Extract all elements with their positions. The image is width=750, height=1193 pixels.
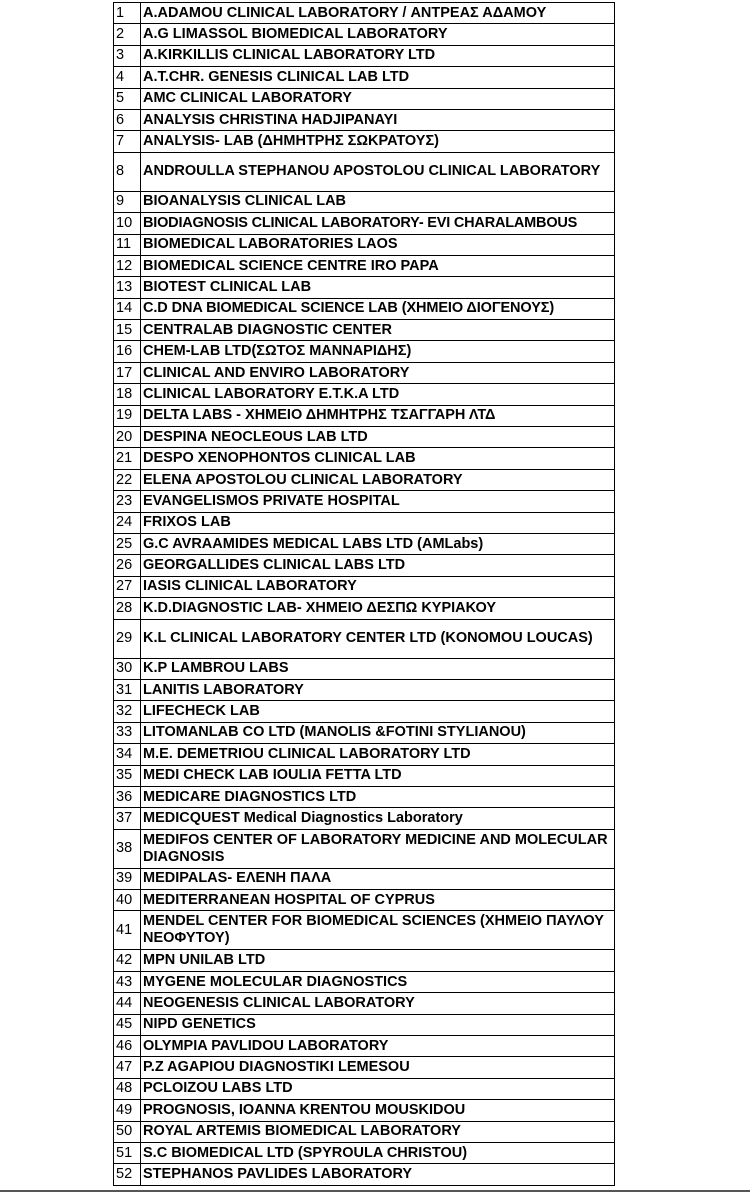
- table-row: [114, 533, 615, 554]
- row-number: 14: [114, 298, 141, 319]
- laboratory-name: K.L CLINICAL LABORATORY CENTER LTD (KONOMOU LOUCAS): [141, 619, 615, 658]
- row-number: 20: [114, 427, 141, 448]
- row-number: 16: [114, 341, 141, 362]
- row-number: 4: [114, 67, 141, 88]
- row-number: 22: [114, 469, 141, 490]
- table-row: [114, 658, 615, 679]
- table-row: [114, 808, 615, 829]
- laboratory-name: CENTRALAB DIAGNOSTIC CENTER: [141, 320, 615, 341]
- laboratory-name: MPN UNILAB LTD: [141, 950, 615, 971]
- table-row: [114, 384, 615, 405]
- row-number: 44: [114, 993, 141, 1014]
- laboratory-name: LIFECHECK LAB: [141, 701, 615, 722]
- row-number: 52: [114, 1164, 141, 1185]
- row-number: 25: [114, 533, 141, 554]
- laboratory-name: A.G LIMASSOL BIOMEDICAL LABORATORY: [141, 24, 615, 45]
- table-row: [114, 1121, 615, 1142]
- table-row: [114, 213, 615, 234]
- laboratory-name: K.D.DIAGNOSTIC LAB- ΧΗΜΕΙΟ ΔΕΣΠΩ ΚΥΡΙΑΚΟΥ: [141, 598, 615, 619]
- laboratory-name: OLYMPIA PAVLIDOU LABORATORY: [141, 1036, 615, 1057]
- laboratory-name: A.KIRKILLIS CLINICAL LABORATORY LTD: [141, 45, 615, 66]
- table-row: [114, 45, 615, 66]
- row-number: 49: [114, 1100, 141, 1121]
- laboratory-name: PCLOIZOU LABS LTD: [141, 1078, 615, 1099]
- table-row: [114, 3, 615, 24]
- laboratory-name: S.C BIOMEDICAL LTD (SPYROULA CHRISTOU): [141, 1142, 615, 1163]
- table-row: [114, 427, 615, 448]
- row-number: 43: [114, 971, 141, 992]
- laboratory-name: MEDIPALAS- ΕΛΕΝΗ ΠΑΛΑ: [141, 868, 615, 889]
- row-number: 3: [114, 45, 141, 66]
- table-row: [114, 67, 615, 88]
- table-row: [114, 598, 615, 619]
- table-row: [114, 765, 615, 786]
- row-number: 48: [114, 1078, 141, 1099]
- laboratory-name: PROGNOSIS, IOANNA KRENTOU MOUSKIDOU: [141, 1100, 615, 1121]
- table-row: [114, 576, 615, 597]
- table-row: [114, 701, 615, 722]
- row-number: 6: [114, 109, 141, 130]
- table-row: [114, 950, 615, 971]
- laboratory-name: ANALYSIS CHRISTINA HADJIPANAYI: [141, 109, 615, 130]
- row-number: 34: [114, 744, 141, 765]
- laboratory-name: BIOMEDICAL SCIENCE CENTRE IRO PAPA: [141, 255, 615, 276]
- laboratory-name: ANDROULLA STEPHANOU APOSTOLOU CLINICAL LABORATORY: [141, 152, 615, 191]
- row-number: 19: [114, 405, 141, 426]
- table-row: [114, 298, 615, 319]
- row-number: 11: [114, 234, 141, 255]
- laboratory-name: ROYAL ARTEMIS BIOMEDICAL LABORATORY: [141, 1121, 615, 1142]
- row-number: 26: [114, 555, 141, 576]
- laboratory-name: ELENA APOSTOLOU CLINICAL LABORATORY: [141, 469, 615, 490]
- laboratory-name: M.E. DEMETRIOU CLINICAL LABORATORY LTD: [141, 744, 615, 765]
- table-row: [114, 555, 615, 576]
- laboratory-name: BIOANALYSIS CLINICAL LAB: [141, 191, 615, 212]
- laboratory-name: DESPINA NEOCLEOUS LAB LTD: [141, 427, 615, 448]
- table-row: [114, 469, 615, 490]
- laboratory-name: BIOMEDICAL LABORATORIES LAOS: [141, 234, 615, 255]
- row-number: 21: [114, 448, 141, 469]
- table-row: [114, 1164, 615, 1185]
- row-number: 38: [114, 829, 141, 868]
- laboratory-list-table: [113, 2, 615, 1186]
- row-number: 33: [114, 722, 141, 743]
- table-row: [114, 744, 615, 765]
- page-bottom-edge: [0, 1190, 750, 1192]
- laboratory-name: MENDEL CENTER FOR BIOMEDICAL SCIENCES (ΧΗΜΕΙΟ ΠΑΥΛΟΥ ΝΕΟΦΥΤΟΥ): [141, 911, 615, 950]
- table-row: [114, 448, 615, 469]
- row-number: 29: [114, 619, 141, 658]
- row-number: 15: [114, 320, 141, 341]
- laboratory-name: BIODIAGNOSIS CLINICAL LABORATORY- EVI CHARALAMBOUS: [141, 213, 615, 234]
- table-row: [114, 131, 615, 152]
- laboratory-name: ANALYSIS- LAB (ΔΗΜΗΤΡΗΣ ΣΩΚΡΑΤΟΥΣ): [141, 131, 615, 152]
- row-number: 50: [114, 1121, 141, 1142]
- laboratory-name: G.C AVRAAMIDES MEDICAL LABS LTD (AMLabs): [141, 533, 615, 554]
- laboratory-name: A.T.CHR. GENESIS CLINICAL LAB LTD: [141, 67, 615, 88]
- laboratory-name: NIPD GENETICS: [141, 1014, 615, 1035]
- row-number: 40: [114, 890, 141, 911]
- row-number: 42: [114, 950, 141, 971]
- row-number: 37: [114, 808, 141, 829]
- table-row: [114, 24, 615, 45]
- row-number: 36: [114, 786, 141, 807]
- laboratory-name: MEDIFOS CENTER OF LABORATORY MEDICINE AND MOLECULAR DIAGNOSIS: [141, 829, 615, 868]
- table-row: [114, 109, 615, 130]
- table-row: [114, 491, 615, 512]
- row-number: 7: [114, 131, 141, 152]
- row-number: 46: [114, 1036, 141, 1057]
- laboratory-name: C.D DNA BIOMEDICAL SCIENCE LAB (ΧΗΜΕΙΟ ΔΙΟΓΕΝΟΥΣ): [141, 298, 615, 319]
- table-row: [114, 1036, 615, 1057]
- table-row: [114, 255, 615, 276]
- table-row: [114, 1014, 615, 1035]
- table-row: [114, 1142, 615, 1163]
- table-row: [114, 1057, 615, 1078]
- table-row: [114, 911, 615, 950]
- laboratory-name: FRIXOS LAB: [141, 512, 615, 533]
- laboratory-name: MEDITERRANEAN HOSPITAL OF CYPRUS: [141, 890, 615, 911]
- laboratory-name: K.P LAMBROU LABS: [141, 658, 615, 679]
- laboratory-name: BIOTEST CLINICAL LAB: [141, 277, 615, 298]
- row-number: 35: [114, 765, 141, 786]
- row-number: 2: [114, 24, 141, 45]
- table-row: [114, 890, 615, 911]
- laboratory-name: AMC CLINICAL LABORATORY: [141, 88, 615, 109]
- table-row: [114, 277, 615, 298]
- table-row: [114, 152, 615, 191]
- laboratory-name: MYGENE MOLECULAR DIAGNOSTICS: [141, 971, 615, 992]
- table-row: [114, 320, 615, 341]
- table-row: [114, 234, 615, 255]
- table-row: [114, 993, 615, 1014]
- row-number: 23: [114, 491, 141, 512]
- laboratory-name: CLINICAL LABORATORY E.T.K.A LTD: [141, 384, 615, 405]
- row-number: 47: [114, 1057, 141, 1078]
- row-number: 28: [114, 598, 141, 619]
- laboratory-name: CHEM-LAB LTD(ΣΩΤΟΣ ΜΑΝΝΑΡΙΔΗΣ): [141, 341, 615, 362]
- table-row: [114, 829, 615, 868]
- laboratory-name: NEOGENESIS CLINICAL LABORATORY: [141, 993, 615, 1014]
- table-row: [114, 722, 615, 743]
- table-row: [114, 362, 615, 383]
- table-row: [114, 512, 615, 533]
- laboratory-name: LANITIS LABORATORY: [141, 679, 615, 700]
- table-row: [114, 88, 615, 109]
- laboratory-name: CLINICAL AND ENVIRO LABORATORY: [141, 362, 615, 383]
- table-row: [114, 191, 615, 212]
- laboratory-name: MEDI CHECK LAB IOULIA FETTA LTD: [141, 765, 615, 786]
- table-row: [114, 1078, 615, 1099]
- table-row: [114, 1100, 615, 1121]
- row-number: 45: [114, 1014, 141, 1035]
- table-row: [114, 786, 615, 807]
- row-number: 31: [114, 679, 141, 700]
- laboratory-name: DESPO XENOPHONTOS CLINICAL LAB: [141, 448, 615, 469]
- laboratory-name: STEPHANOS PAVLIDES LABORATORY: [141, 1164, 615, 1185]
- table-row: [114, 341, 615, 362]
- laboratory-name: GEORGALLIDES CLINICAL LABS LTD: [141, 555, 615, 576]
- row-number: 1: [114, 3, 141, 24]
- table-row: [114, 971, 615, 992]
- row-number: 41: [114, 911, 141, 950]
- table-row: [114, 679, 615, 700]
- row-number: 17: [114, 362, 141, 383]
- row-number: 12: [114, 255, 141, 276]
- row-number: 39: [114, 868, 141, 889]
- laboratory-name: DELTA LABS - ΧΗΜΕΙΟ ΔΗΜΗΤΡΗΣ ΤΣΑΓΓΑΡΗ ΛΤΔ: [141, 405, 615, 426]
- laboratory-name: A.ADAMOU CLINICAL LABORATORY / ΑΝΤΡΕΑΣ ΑΔΑΜΟΥ: [141, 3, 615, 24]
- laboratory-name: P.Z AGAPIOU DIAGNOSTIKI LEMESOU: [141, 1057, 615, 1078]
- row-number: 18: [114, 384, 141, 405]
- row-number: 10: [114, 213, 141, 234]
- laboratory-name: MEDICARE DIAGNOSTICS LTD: [141, 786, 615, 807]
- row-number: 13: [114, 277, 141, 298]
- laboratory-name: LITOMANLAB CO LTD (MANOLIS &FOTINI STYLIANOU): [141, 722, 615, 743]
- row-number: 9: [114, 191, 141, 212]
- row-number: 51: [114, 1142, 141, 1163]
- row-number: 30: [114, 658, 141, 679]
- row-number: 24: [114, 512, 141, 533]
- table-row: [114, 405, 615, 426]
- laboratory-name: MEDICQUEST Medical Diagnostics Laboratory: [141, 808, 615, 829]
- table-row: [114, 868, 615, 889]
- laboratory-name: IASIS CLINICAL LABORATORY: [141, 576, 615, 597]
- row-number: 27: [114, 576, 141, 597]
- row-number: 8: [114, 152, 141, 191]
- row-number: 32: [114, 701, 141, 722]
- laboratory-list-body: [114, 3, 615, 1186]
- row-number: 5: [114, 88, 141, 109]
- laboratory-name: EVANGELISMOS PRIVATE HOSPITAL: [141, 491, 615, 512]
- table-row: [114, 619, 615, 658]
